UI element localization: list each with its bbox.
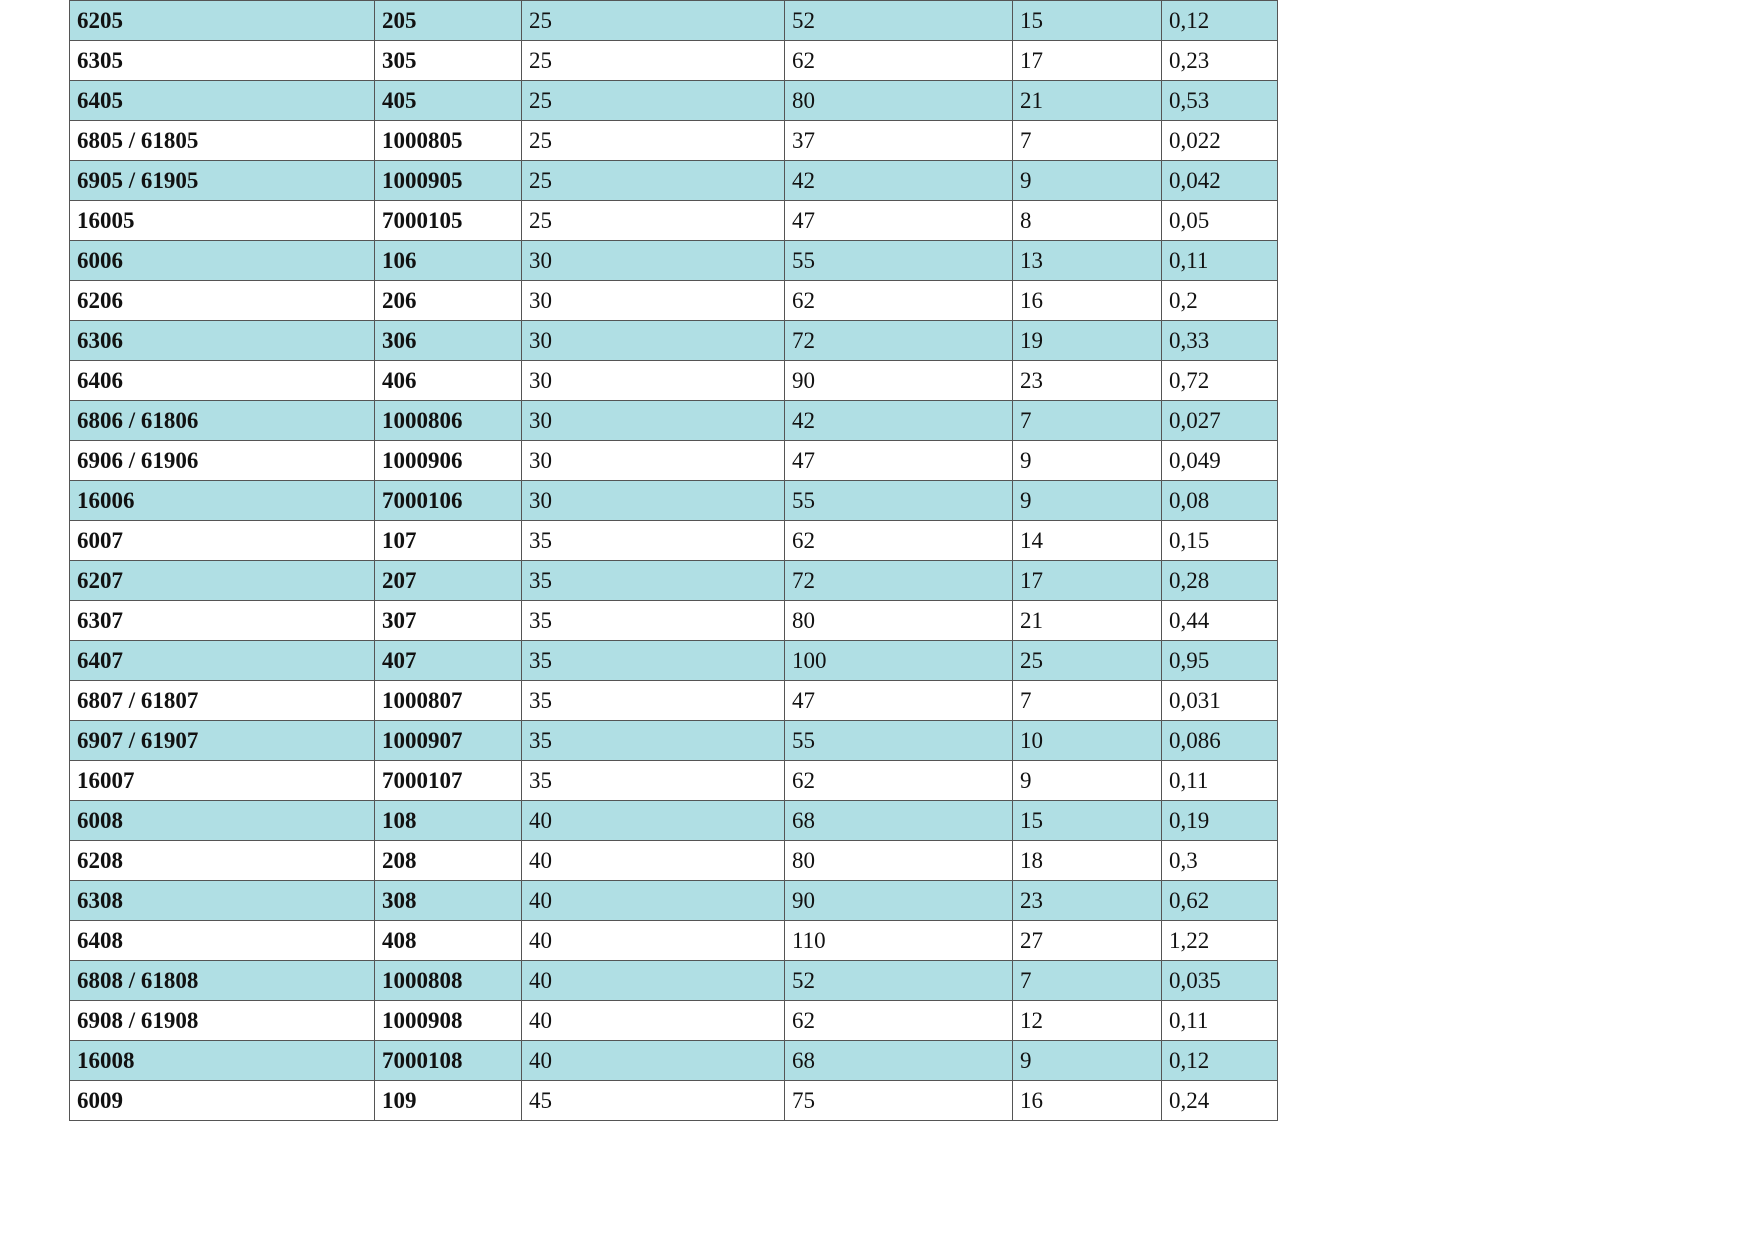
cell-weight: 0,28 (1162, 561, 1278, 601)
cell-inner-diameter: 30 (522, 281, 785, 321)
table-row (70, 1041, 1278, 1081)
cell-inner-diameter: 35 (522, 761, 785, 801)
cell-outer-diameter: 80 (785, 841, 1013, 881)
cell-weight: 0,031 (1162, 681, 1278, 721)
cell-weight: 0,11 (1162, 1001, 1278, 1041)
cell-outer-diameter: 47 (785, 681, 1013, 721)
cell-weight: 0,3 (1162, 841, 1278, 881)
cell-designation-gost: 1000905 (375, 161, 522, 201)
cell-inner-diameter: 35 (522, 641, 785, 681)
cell-width: 19 (1013, 321, 1162, 361)
cell-width: 9 (1013, 161, 1162, 201)
table-row (70, 641, 1278, 681)
cell-designation-intl: 6009 (70, 1081, 375, 1121)
cell-designation-gost: 1000906 (375, 441, 522, 481)
table-row (70, 1, 1278, 41)
cell-outer-diameter: 55 (785, 241, 1013, 281)
cell-inner-diameter: 40 (522, 1001, 785, 1041)
cell-designation-intl: 6405 (70, 81, 375, 121)
cell-designation-intl: 6408 (70, 921, 375, 961)
cell-weight: 1,22 (1162, 921, 1278, 961)
cell-designation-intl: 6807 / 61807 (70, 681, 375, 721)
cell-outer-diameter: 100 (785, 641, 1013, 681)
table-row (70, 401, 1278, 441)
cell-width: 7 (1013, 681, 1162, 721)
cell-outer-diameter: 52 (785, 1, 1013, 41)
cell-designation-gost: 405 (375, 81, 522, 121)
cell-weight: 0,11 (1162, 241, 1278, 281)
cell-designation-intl: 6907 / 61907 (70, 721, 375, 761)
table-row (70, 721, 1278, 761)
cell-designation-intl: 6205 (70, 1, 375, 41)
cell-width: 25 (1013, 641, 1162, 681)
cell-designation-gost: 306 (375, 321, 522, 361)
cell-outer-diameter: 68 (785, 801, 1013, 841)
cell-designation-gost: 206 (375, 281, 522, 321)
cell-weight: 0,086 (1162, 721, 1278, 761)
cell-outer-diameter: 37 (785, 121, 1013, 161)
table-row (70, 841, 1278, 881)
cell-designation-gost: 208 (375, 841, 522, 881)
cell-weight: 0,95 (1162, 641, 1278, 681)
cell-designation-intl: 6006 (70, 241, 375, 281)
cell-weight: 0,62 (1162, 881, 1278, 921)
cell-width: 8 (1013, 201, 1162, 241)
cell-designation-gost: 107 (375, 521, 522, 561)
cell-inner-diameter: 30 (522, 441, 785, 481)
table-row (70, 761, 1278, 801)
table-row (70, 201, 1278, 241)
cell-weight: 0,049 (1162, 441, 1278, 481)
cell-outer-diameter: 68 (785, 1041, 1013, 1081)
cell-width: 17 (1013, 561, 1162, 601)
cell-weight: 0,12 (1162, 1, 1278, 41)
cell-designation-gost: 207 (375, 561, 522, 601)
bearing-table-body (70, 1, 1278, 1121)
table-row (70, 961, 1278, 1001)
table-row (70, 921, 1278, 961)
cell-inner-diameter: 25 (522, 161, 785, 201)
cell-designation-gost: 1000805 (375, 121, 522, 161)
cell-weight: 0,022 (1162, 121, 1278, 161)
cell-outer-diameter: 110 (785, 921, 1013, 961)
cell-outer-diameter: 90 (785, 881, 1013, 921)
cell-inner-diameter: 30 (522, 481, 785, 521)
cell-designation-intl: 6806 / 61806 (70, 401, 375, 441)
cell-outer-diameter: 72 (785, 321, 1013, 361)
cell-designation-intl: 6808 / 61808 (70, 961, 375, 1001)
cell-width: 15 (1013, 801, 1162, 841)
cell-width: 9 (1013, 481, 1162, 521)
cell-outer-diameter: 80 (785, 81, 1013, 121)
cell-designation-gost: 7000106 (375, 481, 522, 521)
cell-inner-diameter: 30 (522, 241, 785, 281)
cell-designation-intl: 6307 (70, 601, 375, 641)
table-row (70, 441, 1278, 481)
cell-width: 7 (1013, 121, 1162, 161)
cell-outer-diameter: 47 (785, 201, 1013, 241)
table-row (70, 681, 1278, 721)
cell-designation-intl: 6308 (70, 881, 375, 921)
table-row (70, 1081, 1278, 1121)
table-row (70, 321, 1278, 361)
cell-outer-diameter: 75 (785, 1081, 1013, 1121)
cell-weight: 0,027 (1162, 401, 1278, 441)
cell-width: 27 (1013, 921, 1162, 961)
cell-width: 23 (1013, 361, 1162, 401)
cell-designation-intl: 6406 (70, 361, 375, 401)
cell-inner-diameter: 35 (522, 561, 785, 601)
table-row (70, 601, 1278, 641)
cell-width: 7 (1013, 961, 1162, 1001)
cell-designation-intl: 6906 / 61906 (70, 441, 375, 481)
cell-width: 10 (1013, 721, 1162, 761)
cell-outer-diameter: 90 (785, 361, 1013, 401)
cell-designation-gost: 7000107 (375, 761, 522, 801)
bearing-table-container (69, 0, 1278, 1121)
table-row (70, 241, 1278, 281)
cell-outer-diameter: 52 (785, 961, 1013, 1001)
cell-designation-intl: 6905 / 61905 (70, 161, 375, 201)
cell-designation-intl: 6206 (70, 281, 375, 321)
cell-weight: 0,23 (1162, 41, 1278, 81)
cell-designation-intl: 6305 (70, 41, 375, 81)
cell-inner-diameter: 40 (522, 961, 785, 1001)
cell-outer-diameter: 55 (785, 721, 1013, 761)
cell-width: 17 (1013, 41, 1162, 81)
cell-weight: 0,05 (1162, 201, 1278, 241)
cell-designation-intl: 6207 (70, 561, 375, 601)
table-row (70, 801, 1278, 841)
cell-inner-diameter: 40 (522, 881, 785, 921)
cell-weight: 0,15 (1162, 521, 1278, 561)
cell-width: 9 (1013, 1041, 1162, 1081)
cell-outer-diameter: 42 (785, 161, 1013, 201)
cell-designation-intl: 6407 (70, 641, 375, 681)
cell-designation-gost: 109 (375, 1081, 522, 1121)
table-row (70, 41, 1278, 81)
cell-designation-intl: 6908 / 61908 (70, 1001, 375, 1041)
cell-designation-gost: 1000806 (375, 401, 522, 441)
cell-inner-diameter: 45 (522, 1081, 785, 1121)
cell-designation-gost: 1000907 (375, 721, 522, 761)
table-row (70, 1001, 1278, 1041)
cell-width: 18 (1013, 841, 1162, 881)
cell-weight: 0,12 (1162, 1041, 1278, 1081)
cell-designation-gost: 408 (375, 921, 522, 961)
cell-outer-diameter: 62 (785, 1001, 1013, 1041)
cell-inner-diameter: 25 (522, 1, 785, 41)
table-row (70, 561, 1278, 601)
cell-designation-gost: 106 (375, 241, 522, 281)
cell-outer-diameter: 72 (785, 561, 1013, 601)
cell-width: 12 (1013, 1001, 1162, 1041)
cell-inner-diameter: 35 (522, 721, 785, 761)
cell-designation-intl: 6007 (70, 521, 375, 561)
cell-inner-diameter: 25 (522, 81, 785, 121)
cell-outer-diameter: 62 (785, 281, 1013, 321)
cell-weight: 0,042 (1162, 161, 1278, 201)
cell-designation-gost: 205 (375, 1, 522, 41)
cell-designation-gost: 1000808 (375, 961, 522, 1001)
cell-inner-diameter: 30 (522, 361, 785, 401)
cell-designation-intl: 6306 (70, 321, 375, 361)
cell-inner-diameter: 40 (522, 921, 785, 961)
cell-weight: 0,53 (1162, 81, 1278, 121)
cell-width: 23 (1013, 881, 1162, 921)
cell-inner-diameter: 25 (522, 41, 785, 81)
cell-designation-gost: 308 (375, 881, 522, 921)
cell-inner-diameter: 25 (522, 121, 785, 161)
cell-width: 14 (1013, 521, 1162, 561)
cell-outer-diameter: 62 (785, 761, 1013, 801)
cell-designation-intl: 16005 (70, 201, 375, 241)
cell-inner-diameter: 40 (522, 1041, 785, 1081)
cell-inner-diameter: 40 (522, 801, 785, 841)
cell-designation-intl: 16007 (70, 761, 375, 801)
table-row (70, 81, 1278, 121)
cell-designation-gost: 307 (375, 601, 522, 641)
cell-designation-gost: 407 (375, 641, 522, 681)
cell-outer-diameter: 80 (785, 601, 1013, 641)
table-row (70, 121, 1278, 161)
cell-weight: 0,08 (1162, 481, 1278, 521)
cell-designation-gost: 305 (375, 41, 522, 81)
cell-weight: 0,24 (1162, 1081, 1278, 1121)
cell-inner-diameter: 35 (522, 521, 785, 561)
cell-weight: 0,035 (1162, 961, 1278, 1001)
cell-designation-gost: 7000105 (375, 201, 522, 241)
cell-designation-gost: 7000108 (375, 1041, 522, 1081)
cell-inner-diameter: 30 (522, 321, 785, 361)
cell-outer-diameter: 62 (785, 521, 1013, 561)
cell-width: 21 (1013, 81, 1162, 121)
table-row (70, 281, 1278, 321)
cell-outer-diameter: 47 (785, 441, 1013, 481)
table-row (70, 881, 1278, 921)
cell-inner-diameter: 35 (522, 601, 785, 641)
bearing-table (69, 0, 1278, 1121)
cell-weight: 0,11 (1162, 761, 1278, 801)
cell-outer-diameter: 62 (785, 41, 1013, 81)
cell-width: 16 (1013, 281, 1162, 321)
cell-weight: 0,44 (1162, 601, 1278, 641)
cell-designation-intl: 16008 (70, 1041, 375, 1081)
cell-outer-diameter: 42 (785, 401, 1013, 441)
table-row (70, 161, 1278, 201)
cell-inner-diameter: 25 (522, 201, 785, 241)
cell-width: 15 (1013, 1, 1162, 41)
cell-designation-gost: 406 (375, 361, 522, 401)
cell-weight: 0,19 (1162, 801, 1278, 841)
cell-inner-diameter: 30 (522, 401, 785, 441)
cell-inner-diameter: 35 (522, 681, 785, 721)
cell-weight: 0,72 (1162, 361, 1278, 401)
cell-weight: 0,2 (1162, 281, 1278, 321)
cell-width: 21 (1013, 601, 1162, 641)
cell-width: 16 (1013, 1081, 1162, 1121)
cell-designation-intl: 6805 / 61805 (70, 121, 375, 161)
table-row (70, 481, 1278, 521)
cell-designation-gost: 1000807 (375, 681, 522, 721)
cell-designation-intl: 16006 (70, 481, 375, 521)
cell-designation-intl: 6008 (70, 801, 375, 841)
table-row (70, 361, 1278, 401)
cell-weight: 0,33 (1162, 321, 1278, 361)
cell-designation-gost: 108 (375, 801, 522, 841)
cell-width: 9 (1013, 441, 1162, 481)
cell-width: 13 (1013, 241, 1162, 281)
cell-designation-gost: 1000908 (375, 1001, 522, 1041)
cell-width: 7 (1013, 401, 1162, 441)
cell-inner-diameter: 40 (522, 841, 785, 881)
cell-designation-intl: 6208 (70, 841, 375, 881)
table-row (70, 521, 1278, 561)
cell-outer-diameter: 55 (785, 481, 1013, 521)
cell-width: 9 (1013, 761, 1162, 801)
